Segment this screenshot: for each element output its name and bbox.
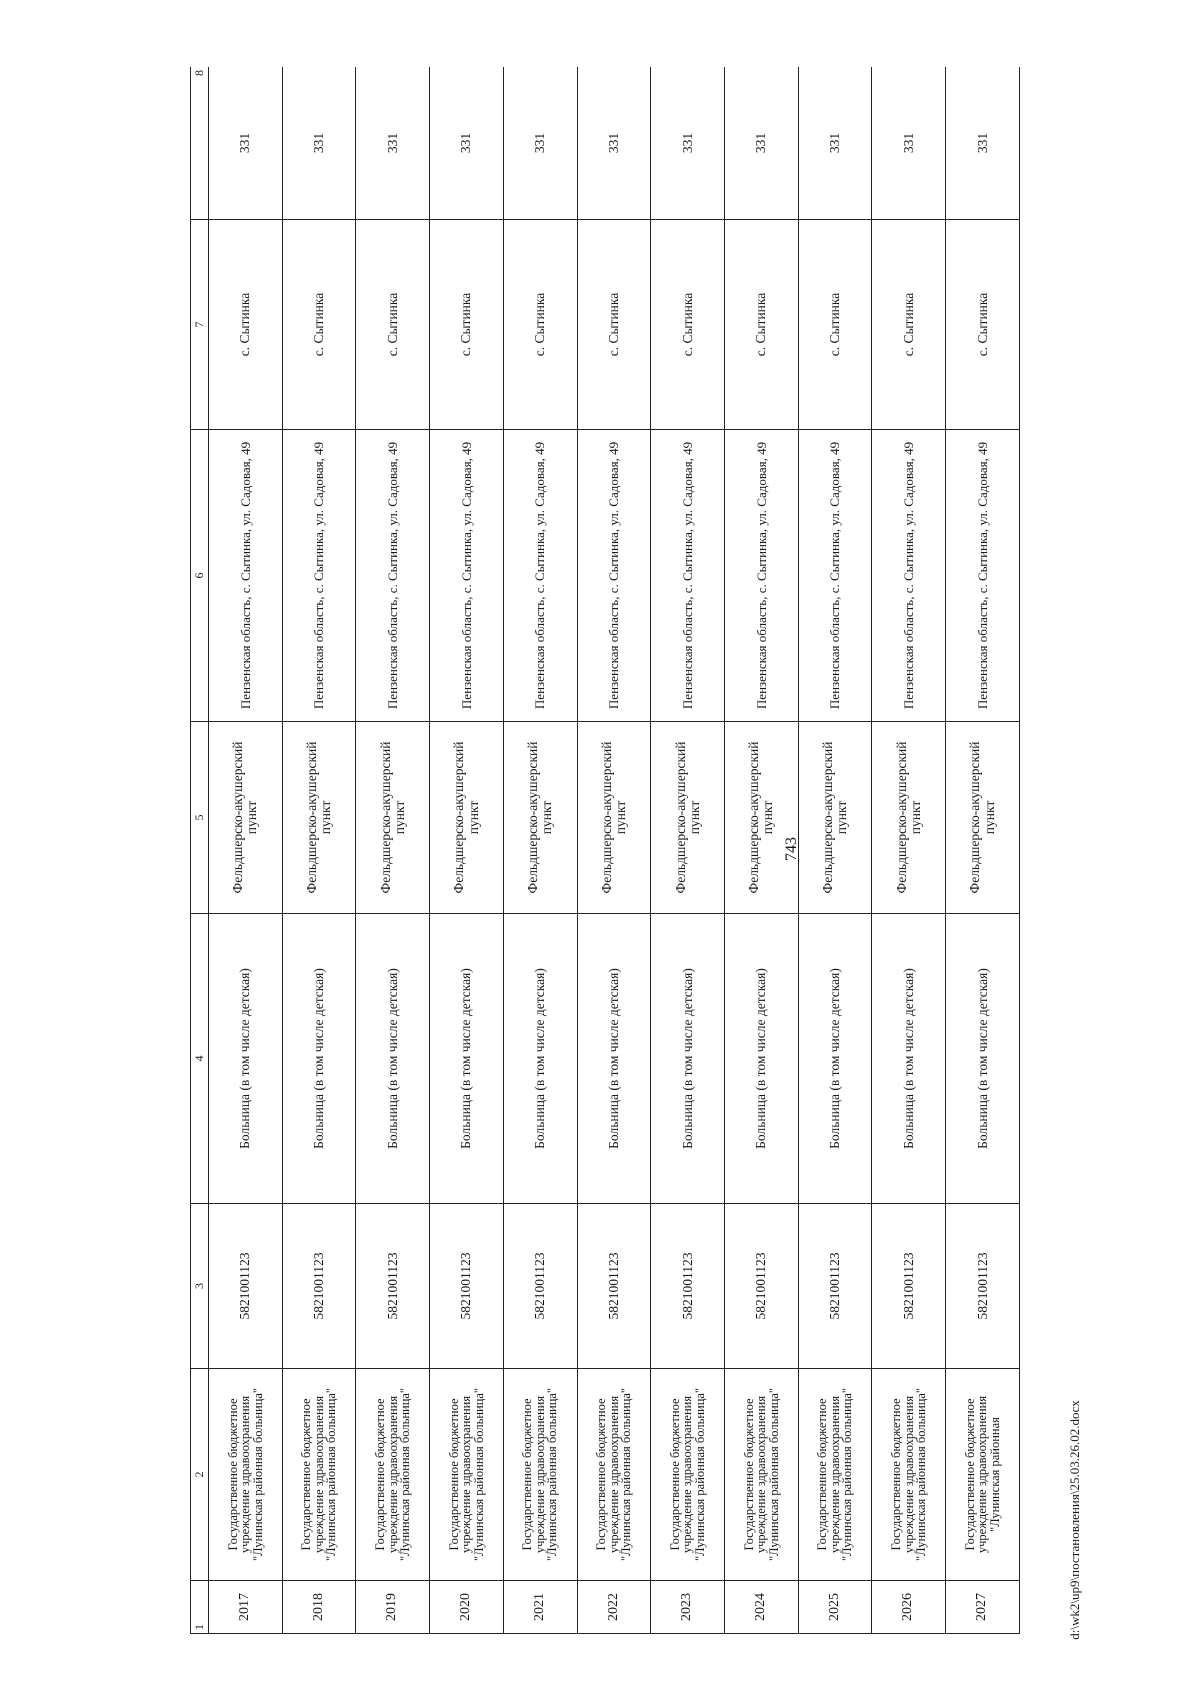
year-cell: 2021 <box>503 1581 577 1634</box>
header-row <box>191 67 209 1634</box>
number-cell: 331 <box>872 67 946 220</box>
type-cell: Больница (в том числе детская) <box>503 914 577 1204</box>
column-header-2: 2 <box>191 1369 209 1581</box>
address-cell: Пензенская область, с. Сытинка, ул. Садовая, 49 <box>503 430 577 722</box>
subdivision-cell: Фельдшерско-акушерский пункт <box>651 722 725 914</box>
address-cell: Пензенская область, с. Сытинка, ул. Садовая, 49 <box>798 430 872 722</box>
number-cell: 331 <box>798 67 872 220</box>
type-cell: Больница (в том числе детская) <box>798 914 872 1204</box>
subdivision-cell: Фельдшерско-акушерский пункт <box>577 722 651 914</box>
year-cell: 2023 <box>651 1581 725 1634</box>
table-row <box>872 67 946 1634</box>
number-cell: 331 <box>430 67 504 220</box>
subdivision-cell: Фельдшерско-акушерский пункт <box>798 722 872 914</box>
organization-cell: Государственное бюджетное учреждение здравоохранения "Лунинская районная больница" <box>725 1369 799 1581</box>
code-cell: 5821001123 <box>651 1204 725 1369</box>
subdivision-cell: Фельдшерско-акушерский пункт <box>503 722 577 914</box>
code-cell: 5821001123 <box>356 1204 430 1369</box>
code-cell: 5821001123 <box>946 1204 1020 1369</box>
table-row <box>725 67 799 1634</box>
footer-file-path: d:\wk2\up9\постановления\25.03.26.02.docx <box>1067 1400 1082 1640</box>
number-cell: 331 <box>651 67 725 220</box>
locality-cell: с. Сытинка <box>577 220 651 430</box>
registry-table <box>190 67 1020 1634</box>
organization-cell: Государственное бюджетное учреждение здравоохранения "Лунинская районная больница" <box>282 1369 356 1581</box>
number-cell: 331 <box>503 67 577 220</box>
locality-cell: с. Сытинка <box>946 220 1020 430</box>
table-row <box>430 67 504 1634</box>
column-header-3: 3 <box>191 1204 209 1369</box>
type-cell: Больница (в том числе детская) <box>651 914 725 1204</box>
table-row <box>209 67 283 1634</box>
type-cell: Больница (в том числе детская) <box>430 914 504 1204</box>
column-header-8: 8 <box>191 67 209 220</box>
subdivision-cell: Фельдшерско-акушерский пункт <box>725 722 799 914</box>
address-cell: Пензенская область, с. Сытинка, ул. Садовая, 49 <box>872 430 946 722</box>
type-cell: Больница (в том числе детская) <box>725 914 799 1204</box>
organization-cell: Государственное бюджетное учреждение здравоохранения "Лунинская районная больница" <box>209 1369 283 1581</box>
subdivision-cell: Фельдшерско-акушерский пункт <box>209 722 283 914</box>
locality-cell: с. Сытинка <box>798 220 872 430</box>
locality-cell: с. Сытинка <box>651 220 725 430</box>
code-cell: 5821001123 <box>503 1204 577 1369</box>
type-cell: Больница (в том числе детская) <box>209 914 283 1204</box>
table-row <box>356 67 430 1634</box>
subdivision-cell: Фельдшерско-акушерский пункт <box>430 722 504 914</box>
code-cell: 5821001123 <box>725 1204 799 1369</box>
locality-cell: с. Сытинка <box>356 220 430 430</box>
address-cell: Пензенская область, с. Сытинка, ул. Садовая, 49 <box>430 430 504 722</box>
year-cell: 2020 <box>430 1581 504 1634</box>
organization-cell: Государственное бюджетное учреждение здравоохранения "Лунинская районная больница" <box>798 1369 872 1581</box>
organization-cell: Государственное бюджетное учреждение здравоохранения "Лунинская районная больница" <box>872 1369 946 1581</box>
address-cell: Пензенская область, с. Сытинка, ул. Садовая, 49 <box>282 430 356 722</box>
number-cell: 331 <box>356 67 430 220</box>
year-cell: 2022 <box>577 1581 651 1634</box>
rotated-table-frame <box>190 67 1020 1634</box>
year-cell: 2025 <box>798 1581 872 1634</box>
code-cell: 5821001123 <box>430 1204 504 1369</box>
address-cell: Пензенская область, с. Сытинка, ул. Садовая, 49 <box>725 430 799 722</box>
subdivision-cell: Фельдшерско-акушерский пункт <box>356 722 430 914</box>
table-row <box>503 67 577 1634</box>
number-cell: 331 <box>282 67 356 220</box>
locality-cell: с. Сытинка <box>503 220 577 430</box>
type-cell: Больница (в том числе детская) <box>282 914 356 1204</box>
table-row <box>798 67 872 1634</box>
code-cell: 5821001123 <box>798 1204 872 1369</box>
year-cell: 2017 <box>209 1581 283 1634</box>
table-row <box>651 67 725 1634</box>
organization-cell: Государственное бюджетное учреждение здравоохранения "Лунинская районная больница" <box>577 1369 651 1581</box>
address-cell: Пензенская область, с. Сытинка, ул. Садовая, 49 <box>577 430 651 722</box>
code-cell: 5821001123 <box>577 1204 651 1369</box>
code-cell: 5821001123 <box>872 1204 946 1369</box>
number-cell: 331 <box>946 67 1020 220</box>
year-cell: 2024 <box>725 1581 799 1634</box>
table-row <box>282 67 356 1634</box>
column-header-7: 7 <box>191 220 209 430</box>
subdivision-cell: Фельдшерско-акушерский пункт <box>946 722 1020 914</box>
type-cell: Больница (в том числе детская) <box>946 914 1020 1204</box>
column-header-1: 1 <box>191 1581 209 1634</box>
year-cell: 2018 <box>282 1581 356 1634</box>
address-cell: Пензенская область, с. Сытинка, ул. Садовая, 49 <box>651 430 725 722</box>
organization-cell: Государственное бюджетное учреждение здравоохранения "Лунинская районная больница" <box>503 1369 577 1581</box>
year-cell: 2019 <box>356 1581 430 1634</box>
year-cell: 2027 <box>946 1581 1020 1634</box>
column-header-5: 5 <box>191 722 209 914</box>
address-cell: Пензенская область, с. Сытинка, ул. Садовая, 49 <box>356 430 430 722</box>
number-cell: 331 <box>577 67 651 220</box>
locality-cell: с. Сытинка <box>725 220 799 430</box>
organization-cell: Государственное бюджетное учреждение здравоохранения "Лунинская районная больница" <box>430 1369 504 1581</box>
table-container <box>190 67 1020 1634</box>
organization-cell: Государственное бюджетное учреждение здравоохранения "Лунинская районная больница" <box>356 1369 430 1581</box>
table-row <box>946 67 1020 1634</box>
locality-cell: с. Сытинка <box>872 220 946 430</box>
subdivision-cell: Фельдшерско-акушерский пункт <box>872 722 946 914</box>
locality-cell: с. Сытинка <box>282 220 356 430</box>
year-cell: 2026 <box>872 1581 946 1634</box>
locality-cell: с. Сытинка <box>430 220 504 430</box>
organization-cell: Государственное бюджетное учреждение здравоохранения "Лунинская районная <box>946 1369 1020 1581</box>
subdivision-cell: Фельдшерско-акушерский пункт <box>282 722 356 914</box>
address-cell: Пензенская область, с. Сытинка, ул. Садовая, 49 <box>209 430 283 722</box>
type-cell: Больница (в том числе детская) <box>577 914 651 1204</box>
column-header-6: 6 <box>191 430 209 722</box>
locality-cell: с. Сытинка <box>209 220 283 430</box>
code-cell: 5821001123 <box>209 1204 283 1369</box>
organization-cell: Государственное бюджетное учреждение здравоохранения "Лунинская районная больница" <box>651 1369 725 1581</box>
column-header-4: 4 <box>191 914 209 1204</box>
page-number: 743 <box>783 837 800 861</box>
code-cell: 5821001123 <box>282 1204 356 1369</box>
number-cell: 331 <box>209 67 283 220</box>
number-cell: 331 <box>725 67 799 220</box>
table-row <box>577 67 651 1634</box>
address-cell: Пензенская область, с. Сытинка, ул. Садовая, 49 <box>946 430 1020 722</box>
type-cell: Больница (в том числе детская) <box>356 914 430 1204</box>
type-cell: Больница (в том числе детская) <box>872 914 946 1204</box>
